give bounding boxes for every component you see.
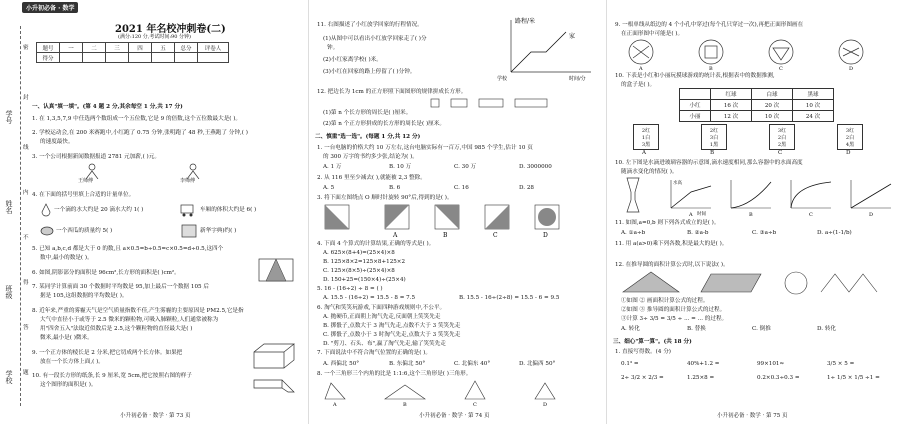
- triangle-option-a[interactable]: [325, 383, 345, 399]
- record-header: 白球: [752, 89, 793, 100]
- question-8: 8. 近年来,严重的雾霾天气是空气质量指数不佳,产生雾霾的主要原因是 PM2.5,它是指: [32, 308, 244, 314]
- record-cell: 12 次: [711, 111, 752, 122]
- margin-name: 姓名: [5, 200, 13, 214]
- question-4d: 新华字典)约( ): [200, 228, 237, 234]
- chart-x-label: 时间/分: [569, 76, 586, 82]
- score-header: 五: [152, 43, 175, 53]
- calc-item: 40%+1.2 =: [687, 361, 720, 367]
- ball-box-line: 1白: [641, 135, 651, 141]
- square-pattern-figure: [429, 97, 599, 109]
- page-74: [308, 0, 607, 424]
- question-12: 12. 把边长为 1cm 的正方形照下面图形的规律拼成长方形。: [317, 89, 467, 95]
- ball-box-b[interactable]: [701, 124, 727, 150]
- rotation-option-d-figure[interactable]: [535, 205, 559, 229]
- question-4: 4. 在下面的括号里填上合适的计量单位。: [32, 192, 135, 198]
- choice-10-cont: 的盒子是( )。: [621, 82, 656, 88]
- ball-box-line: 3黑: [641, 142, 651, 148]
- rotation-label-b: B: [443, 232, 448, 239]
- choice-7-option-d[interactable]: D. 北偏西 50°: [519, 361, 556, 367]
- question-1: 1. 在 1,3,5,7,9 中任选两个数组成一个五位数,它是 9 的倍数,这个五位数最大是( )。: [32, 116, 242, 122]
- choice-4: 4. 下面 4 个算式的计算结果,正确的等式是( )。: [317, 241, 435, 247]
- calc-item: 3/5 × 5 =: [827, 361, 855, 367]
- choice-1-option-a[interactable]: A. 1 万: [323, 164, 342, 170]
- distance-time-chart: [491, 14, 595, 82]
- triangle-label-c: C: [473, 402, 477, 407]
- threaded-label-b: B: [709, 66, 713, 70]
- water-graph-label-a: A: [689, 212, 693, 216]
- ball-box-line: 2红: [709, 128, 719, 134]
- sector-rearrangement-shape: [821, 274, 877, 292]
- choice-2-option-d[interactable]: D. 28: [519, 185, 534, 191]
- choice-1-option-c[interactable]: C. 30 万: [454, 164, 477, 170]
- choice-12-option-c[interactable]: C. ③a÷b: [752, 230, 777, 236]
- calc-item: 1.25×8 =: [687, 375, 715, 381]
- choice-14-2: ②如图 ③ 推导圆的面积计算公式的过程。: [621, 307, 726, 313]
- choice-1-option-d[interactable]: D. 3000000: [519, 164, 552, 170]
- choice-6-option-c[interactable]: C. 掷骰子,点数小于 3 时淘气先走,点数大于 3 笑笑先走: [323, 332, 461, 338]
- score-cell[interactable]: [60, 53, 83, 63]
- worker-1-label: 王师傅: [78, 178, 94, 184]
- parallelogram-shape: [701, 274, 761, 292]
- choice-9-cont: 在正面形图中可能是( )。: [621, 31, 684, 37]
- choice-7-option-b[interactable]: B. 东偏北 50°: [389, 361, 426, 367]
- score-header: 题号: [37, 43, 60, 53]
- choice-6-option-d[interactable]: D. "剪刀、石头、布",赢了淘气先走,输了笑笑先走: [323, 341, 446, 347]
- question-5-cont: 数中,最小的数是( )。: [40, 255, 93, 261]
- chart-school-label: 学校: [497, 76, 508, 82]
- score-cell[interactable]: [152, 53, 175, 63]
- question-11-1: (1)从图中可以看出小红放学回家走了( )分: [323, 36, 427, 42]
- record-cell: 24 次: [793, 111, 834, 122]
- choice-6-option-a[interactable]: A. 抛硬币,正面朝上淘气先走,反面朝上笑笑先走: [323, 314, 441, 320]
- choice-10: 10. 下表是小红和小丽玩摸球游戏的统计表,根据表中的数据推测,: [615, 73, 775, 79]
- water-graph-label-b: B: [749, 212, 753, 216]
- water-graph-b[interactable]: [731, 180, 771, 208]
- question-7-cont: 据是 105,这组数据的平均数是( )。: [40, 293, 128, 299]
- choice-2-option-c[interactable]: C. 16: [454, 185, 469, 191]
- choice-5: 5. 16 - (16÷2) ÷ 8 = ( ): [317, 286, 383, 292]
- ball-box-line: 2红: [641, 128, 651, 134]
- question-11-3: (3)小红在回家的路上停留了( )分钟。: [323, 69, 416, 75]
- worker-2-label: 李师傅: [180, 178, 196, 184]
- choice-2: 2. 从 116 里至少减去( ),就能被 2,3 整除。: [317, 175, 426, 181]
- watermelon-icon: [40, 226, 54, 236]
- record-cell: 10 次: [752, 111, 793, 122]
- water-graph-y-label: 水高: [673, 181, 682, 186]
- seal-line: [20, 26, 21, 406]
- rotation-figures: [323, 203, 593, 239]
- ball-box-line: 2白: [777, 135, 787, 141]
- seal-word: 答: [23, 325, 29, 331]
- question-9-cont: 放在一个长方体上面,( )。: [40, 359, 104, 365]
- question-8-cont: 用"四舍五入"法取近似数后是 2.5,这个颗粒物的直径最大是( ): [40, 326, 193, 332]
- rotation-option-a-figure[interactable]: [385, 205, 409, 229]
- circle-area-derivation-figure: [621, 270, 893, 296]
- record-header: [680, 89, 711, 100]
- water-graph-d[interactable]: [851, 180, 891, 208]
- margin-student-id: 学号: [5, 110, 13, 124]
- margin-school: 学校: [5, 370, 13, 384]
- question-2: 2. 学校运动会,在 200 米赛跑中,小红跑了 0.75 分钟,张明跑了 48 秒,王燕跑了 分钟,( ): [32, 130, 248, 136]
- triangle-label-b: B: [403, 402, 407, 407]
- ball-box-d-label: D: [846, 150, 851, 156]
- choice-2-option-b[interactable]: B. 6: [389, 185, 401, 191]
- question-4c: 一个西瓜的质量约 5( ): [56, 228, 113, 234]
- question-3: 3. 一个公司根据新闻数据报道 2781 元加薪,( )元。: [32, 154, 160, 160]
- seal-word: 得: [23, 280, 29, 286]
- choice-14-3: ③计算 3÷ 3/5 = 3/5 ÷ ... = ... 的过程。: [621, 316, 728, 322]
- choice-12: 11. 如图,a=0,b 则下列各式成立的是( )。: [615, 220, 720, 226]
- question-2-cont: 的速度最快。: [40, 139, 74, 145]
- choice-5-option-a[interactable]: A. 15.5 - (16÷2) = 15.5 - 8 = 7.5: [323, 295, 416, 301]
- rotation-source-figure: [325, 205, 349, 229]
- page-footer: 小升初必备 · 数学 · 第 73 页: [120, 413, 191, 419]
- section-2-heading: 二、慎重"选一选"。(每题 1 分,共 12 分): [315, 134, 421, 140]
- score-header: 一: [60, 43, 83, 53]
- question-7: 7. 某同学计算前面 30 个数据时平均数是 95,加上最后一个数据 105 后: [32, 284, 209, 290]
- page-73: [0, 0, 308, 424]
- choice-1-option-b[interactable]: B. 10 万: [389, 164, 412, 170]
- ball-record-table: [679, 88, 834, 122]
- ball-box-line: 3红: [777, 128, 787, 134]
- threaded-label-c: C: [779, 66, 783, 70]
- calc-item: 2÷ 3/2 × 2/3 =: [621, 375, 664, 381]
- choice-7-option-a[interactable]: A. 西偏北 50°: [323, 361, 360, 367]
- record-header: 黑球: [793, 89, 834, 100]
- rotation-label-a: A: [393, 232, 398, 239]
- dictionary-icon: [180, 224, 198, 238]
- question-8-cont: 微米,最小是( )微米。: [40, 335, 93, 341]
- choice-9: 9. 一根单线从纸边的 4 个小孔中穿过(每个孔只穿过一次),再把正面形图画在: [615, 22, 804, 28]
- triangle-options-figure: [323, 379, 593, 407]
- threaded-circle-option-d[interactable]: [839, 40, 863, 64]
- choice-5-option-b[interactable]: B. 15.5 - 16÷(2÷8) = 15.5 - 6 = 9.5: [459, 295, 560, 301]
- question-12-2: (2)第 n 个正方形拼成的长方形的周长是( )厘米。: [323, 121, 445, 127]
- record-cell: 20 次: [752, 100, 793, 111]
- calc-item: 0.2×0.3÷0.3 =: [757, 375, 800, 381]
- choice-2-option-a[interactable]: A. 5: [323, 185, 335, 191]
- calc-item: 1÷ 1/5 × 1/5 ÷1 =: [827, 375, 880, 381]
- choice-1-cont: 的 300 万字的书约多少张,结论为( )。: [323, 154, 418, 160]
- choice-13: 11. 用 a(a>0)乘下列各数,积是最大的是( )。: [615, 241, 728, 247]
- question-6: 6. 如图,阴影部分的面积是 96cm²,长方形的面积是( )cm²。: [32, 270, 180, 276]
- question-4b: 车厢的体积大约是 6( ): [200, 207, 257, 213]
- record-cell: 16 次: [711, 100, 752, 111]
- score-cell[interactable]: [106, 53, 129, 63]
- rotation-option-c-figure[interactable]: [485, 205, 509, 229]
- choice-3: 3. 将下面左图绕点 O 顺时针旋转 90°后,得到的是( )。: [317, 195, 453, 201]
- margin-class: 班级: [5, 285, 13, 299]
- ball-box-line: 1黑: [709, 142, 719, 148]
- page-footer: 小升初必备 · 数学 · 第 74 页: [419, 413, 490, 419]
- choice-4-option-a[interactable]: A. 625×(8+4)=(25×4)×8: [323, 250, 395, 256]
- record-row-label: 小丽: [680, 111, 711, 122]
- triangle-option-b[interactable]: [385, 385, 425, 399]
- water-graph-x-label: 时间: [697, 212, 706, 216]
- threaded-circle-option-a[interactable]: [629, 40, 653, 64]
- threaded-circle-option-c[interactable]: [769, 40, 793, 64]
- threaded-label-a: A: [639, 66, 643, 70]
- choice-1: 1. 一台电脑的价格大约 10 万左右,这台电脑实际有一百万,中国 985 个学生,估计 10 页: [317, 145, 533, 151]
- seal-word: 密: [23, 45, 29, 51]
- rotation-option-b-figure[interactable]: [435, 205, 459, 229]
- circle-shape: [785, 272, 807, 294]
- route-line: [511, 32, 566, 72]
- score-header: 评卷人: [198, 43, 229, 53]
- question-8-cont: 大气中直径小于或等于 2.5 微米的颗粒物,可吸入肺颗粒,人们通常被称为: [40, 317, 219, 323]
- seal-word: 线: [23, 145, 29, 151]
- rotation-label-d: D: [543, 232, 548, 239]
- chart-y-label: 路程/米: [515, 18, 536, 25]
- threaded-circle-option-b[interactable]: [699, 40, 723, 64]
- threaded-circle-options: [621, 38, 893, 70]
- seal-word: 不: [23, 235, 29, 241]
- choice-14-option-d[interactable]: D. 转化: [817, 326, 837, 332]
- cuboid-figure: [252, 340, 298, 370]
- choice-4-option-b[interactable]: B. 125×8×2=125×8+125×2: [323, 259, 406, 265]
- record-row-label: 小红: [680, 100, 711, 111]
- question-10-cont: 这个图形的面积是( )。: [40, 382, 97, 388]
- question-4a: 一个滴的水大约是 20 滴水大约 1( ): [54, 207, 144, 213]
- page-footer: 小升初必备 · 数学 · 第 75 页: [717, 413, 788, 419]
- dropper-icon: [40, 203, 52, 217]
- choice-4-option-c[interactable]: C. 125×(8×5)÷(25×4)×8: [323, 268, 395, 274]
- page-subtitle: (满分:120 分,考试时间:90 分钟): [118, 34, 191, 40]
- choice-6-option-b[interactable]: B. 掷骰子,点数大于 3 淘气先走,点数不大于 3 笑笑先走: [323, 323, 461, 329]
- choice-8: 8. 一个三角形三个内角的比是 1:1:6,这个三角形是( )三角形。: [317, 371, 472, 377]
- score-header: 三: [106, 43, 129, 53]
- seal-word: 题: [23, 370, 29, 376]
- choice-7-option-c[interactable]: C. 北偏东 40°: [454, 361, 491, 367]
- seal-word: 内: [23, 190, 29, 196]
- choice-14-option-b[interactable]: B. 替换: [687, 326, 706, 332]
- score-cell[interactable]: [83, 53, 106, 63]
- score-table: [36, 42, 229, 63]
- choice-14-option-c[interactable]: C. 倒推: [752, 326, 771, 332]
- ball-box-line: 2白: [845, 135, 855, 141]
- water-graph-label-d: D: [869, 212, 874, 216]
- water-graph-label-c: C: [809, 212, 813, 216]
- ball-box-a-label: A: [642, 150, 647, 156]
- choice-14-1: ①如图 ② 画面积计算公式的过程。: [621, 298, 709, 304]
- choice-6: 6. 淘气和笑笑玩游戏,下面四种游戏规则中,不公平。: [317, 305, 446, 311]
- ball-box-d[interactable]: [837, 124, 863, 150]
- question-5: 5. 已知 a,b,c,d 都是大于 0 的数,且 a×0.5=b÷0.5=c×0.5=d÷0.5,这四个: [32, 246, 224, 252]
- page-title: 2021 年名校冲刺卷(二): [115, 24, 226, 35]
- question-11-2: (2)小红家离学校( )米。: [323, 57, 382, 63]
- record-header: 红球: [711, 89, 752, 100]
- brand-label: 小升初必备 · 数学: [22, 2, 78, 13]
- score-cell[interactable]: [129, 53, 152, 63]
- choice-11-cont: 随滴水变化的情况( )。: [621, 169, 678, 175]
- choice-11: 10. 左下图是水滴进玻璃容器的示意图,滴水速度相同,那么容器中的水面高度: [615, 160, 803, 166]
- folded-strip-figure: [252, 374, 298, 394]
- chart-home-label: 家: [569, 33, 576, 40]
- water-level-graphs: [621, 176, 893, 216]
- ball-box-b-label: B: [710, 150, 715, 156]
- question-9: 9. 一个正方体的棱长是 2 分米,把它切成两个长方体。如果把: [32, 350, 183, 356]
- choice-12-option-b[interactable]: B. ②a-b: [687, 230, 709, 236]
- ball-box-c[interactable]: [769, 124, 795, 150]
- question-11-1-cont: 钟。: [327, 45, 339, 51]
- score-cell[interactable]: [198, 53, 229, 63]
- funnel-container-figure: [627, 178, 639, 212]
- question-10: 10. 有一段长方形的纸条,长 9 厘米,宽 5cm,把它按照右图的样子: [32, 373, 192, 379]
- score-row-label: 得分: [37, 53, 60, 63]
- truck-icon: [180, 203, 198, 217]
- calc-item: 99×101≈: [757, 361, 785, 367]
- score-header: 四: [129, 43, 152, 53]
- score-header: 二: [83, 43, 106, 53]
- triangle-option-d[interactable]: [535, 383, 555, 399]
- section-1-heading: 一、认真"填一填"。(第 4 题 2 分,其余每空 1 分,共 17 分): [32, 104, 183, 110]
- ball-box-c-label: C: [778, 150, 783, 156]
- ball-box-a[interactable]: [633, 124, 659, 150]
- ball-box-line: 2黑: [777, 142, 787, 148]
- threaded-label-d: D: [849, 66, 854, 70]
- worker-figure-icon: [82, 163, 102, 179]
- choice-4-option-d[interactable]: D. 150+25=(150×4)÷(25×4): [323, 277, 406, 283]
- ball-box-line: 3红: [845, 128, 855, 134]
- score-header: 总分: [175, 43, 198, 53]
- ball-box-line: 4黑: [845, 142, 855, 148]
- worker-figure-icon: [183, 163, 203, 179]
- score-cell[interactable]: [175, 53, 198, 63]
- question-11: 11. 右图描述了小红放学回家的行程情况。: [317, 22, 423, 28]
- calc-title: 1. 直接写得数。(4 分): [615, 349, 671, 355]
- page-75: [606, 0, 900, 424]
- question-12-1: (1)第 n 个长方形的周长是( )厘米。: [323, 110, 412, 116]
- triangle-label-a: A: [333, 402, 337, 407]
- choice-7: 7. 下面说法中不符合淘气位置的正确的是( )。: [317, 350, 431, 356]
- triangle-option-c[interactable]: [465, 381, 485, 399]
- section-3-heading: 三、细心"算一算"。(共 18 分): [613, 339, 692, 345]
- choice-12-option-d[interactable]: D. a÷(1-1/b): [817, 230, 852, 236]
- seal-word: 封: [23, 95, 29, 101]
- calc-item: 0.1³ =: [621, 361, 639, 367]
- choice-14-option-a[interactable]: A. 转化: [621, 326, 640, 332]
- water-graph-c[interactable]: [791, 180, 831, 208]
- choice-14: 12. 在推导圆的面积计算公式时,以下说法( )。: [615, 262, 729, 268]
- rotation-label-c: C: [493, 232, 498, 239]
- triangle-label-d: D: [543, 402, 548, 407]
- record-cell: 10 次: [793, 100, 834, 111]
- triangle-shape: [623, 272, 679, 292]
- shaded-parallelogram-figure: [258, 258, 294, 282]
- ball-box-line: 3白: [709, 135, 719, 141]
- choice-12-option-a[interactable]: A. ①a÷b: [621, 230, 646, 236]
